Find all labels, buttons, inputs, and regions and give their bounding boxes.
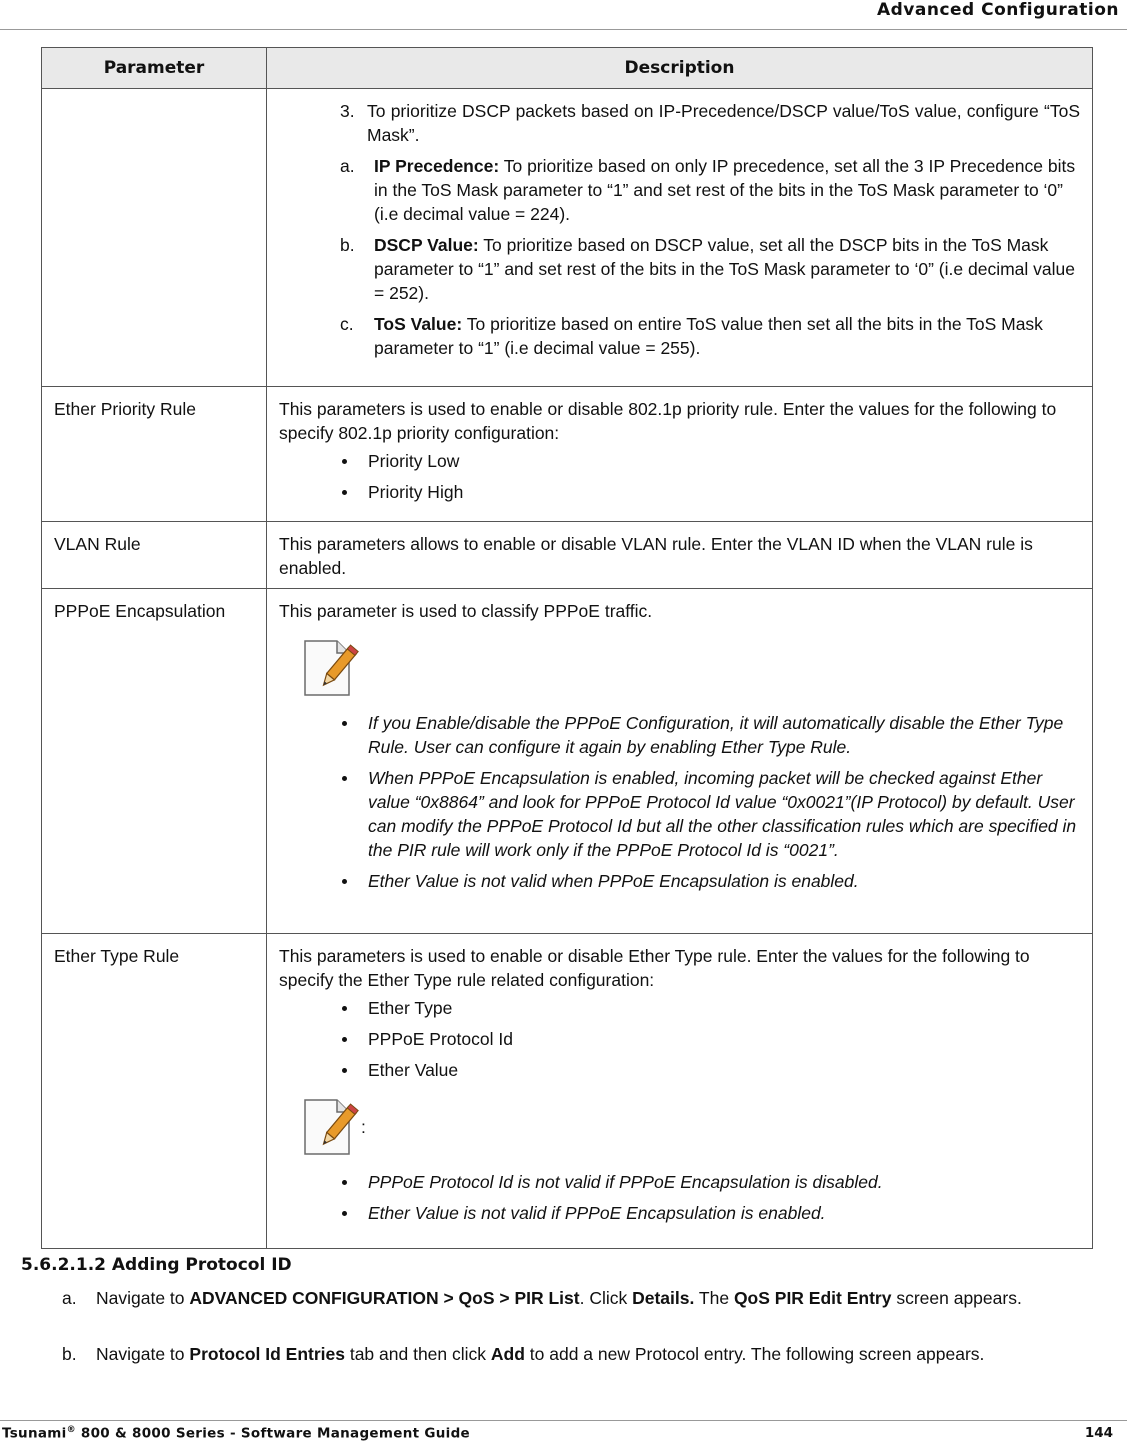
footer-title (2, 1425, 470, 1442)
param-description (267, 387, 1093, 522)
param-desc-text: This parameters is used to enable or disable 802.1p priority rule. Enter the values for the following to specify 802.1p priority configuration: (279, 399, 1057, 443)
param-description: This parameters allows to enable or disable VLAN rule. Enter the VLAN ID when the VLAN rule is enabled. (267, 522, 1093, 589)
table-header-row (42, 48, 1093, 89)
list-item: Priority High (279, 480, 1080, 504)
item-text: To prioritize based on DSCP value, set all the DSCP bits in the ToS Mask parameter to “1” and set rest of the bits in the ToS Mask parameter to ‘0” (i.e decimal value = 252). (374, 235, 1075, 303)
note-list (279, 1170, 1080, 1225)
ui-term: Protocol Id Entries (189, 1344, 345, 1364)
bullet-list (279, 996, 1080, 1082)
table-row (42, 89, 1093, 387)
list-item: When PPPoE Encapsulation is enabled, incoming packet will be checked against Ether value “0x8864” and look for PPPoE Protocol Id value “0x0021”(IP Protocol) by default. User can modify the PPPoE Protocol Id but all the other classification rules which are specified in the PIR rule will work only if the PPPoE Protocol Id is “0021”. (279, 766, 1080, 862)
param-description (267, 89, 1093, 387)
list-item: PPPoE Protocol Id is not valid if PPPoE Encapsulation is disabled. (279, 1170, 1080, 1194)
footer-divider (0, 1420, 1127, 1421)
footer-guide-name: 800 & 8000 Series - Software Management Guide (75, 1425, 471, 1442)
list-item: Ether Value (279, 1058, 1080, 1082)
step-label: a. (62, 1288, 77, 1308)
param-name: PPPoE Encapsulation (42, 589, 267, 934)
note-pencil-icon (299, 637, 1080, 699)
footer-brand: Tsunami (2, 1425, 67, 1442)
menu-path: ADVANCED CONFIGURATION > QoS > PIR List (189, 1288, 580, 1308)
list-item: Ether Value is not valid when PPPoE Encapsulation is enabled. (279, 869, 1080, 893)
list-item (340, 233, 1080, 305)
table-row (42, 522, 1093, 589)
list-item: Priority Low (279, 449, 1080, 473)
param-description (267, 934, 1093, 1249)
item-text: To prioritize based on only IP precedence, set all the 3 IP Precedence bits in the ToS Mask parameter to “1” and set rest of the bits in the ToS Mask parameter to ‘0” (i.e decimal value = 224). (374, 156, 1076, 224)
registered-mark: ® (66, 1425, 76, 1435)
param-name: Ether Priority Rule (42, 387, 267, 522)
text-run: to add a new Protocol entry. The following screen appears. (524, 1344, 985, 1364)
param-name: Ether Type Rule (42, 934, 267, 1249)
parameter-table (41, 47, 1093, 1249)
note-pencil-icon (299, 1096, 1080, 1158)
text-run: Navigate to (96, 1344, 190, 1364)
item-label: c. (340, 314, 354, 334)
item-label: b. (340, 235, 355, 255)
table-row (42, 589, 1093, 934)
step-text (62, 1286, 1097, 1310)
text-run: screen appears. (891, 1288, 1022, 1308)
item-term: IP Precedence: (374, 156, 500, 176)
item-text: To prioritize based on entire ToS value then set all the bits in the ToS Mask parameter to “1” (i.e decimal value = 255). (374, 314, 1043, 358)
list-item: Ether Value is not valid if PPPoE Encapsulation is enabled. (279, 1201, 1080, 1225)
column-header-description: Description (267, 48, 1093, 89)
list-item (340, 312, 1080, 360)
step-text: To prioritize DSCP packets based on IP-Precedence/DSCP value/ToS value, configure “ToS Mask”. (367, 101, 1080, 145)
tos-mask-step (340, 99, 1080, 147)
bullet-list (279, 449, 1080, 504)
list-item (340, 154, 1080, 226)
param-desc-text: This parameters is used to enable or disable Ether Type rule. Enter the values for the following to specify the Ether Type rule related configuration: (279, 946, 1030, 990)
page-header-title: Advanced Configuration (876, 0, 1119, 20)
text-run: tab and then click (344, 1344, 491, 1364)
instruction-step (62, 1342, 1097, 1366)
text-run: Navigate to (96, 1288, 190, 1308)
section-heading: 5.6.2.1.2 Adding Protocol ID (21, 1255, 292, 1275)
page-number: 144 (1084, 1425, 1113, 1441)
item-label: a. (340, 156, 355, 176)
step-label: b. (62, 1344, 77, 1364)
column-header-parameter: Parameter (42, 48, 267, 89)
table-row (42, 387, 1093, 522)
ui-term: QoS PIR Edit Entry (733, 1288, 892, 1308)
text-run: The (694, 1288, 734, 1308)
instruction-step (62, 1286, 1097, 1310)
param-desc-text: This parameter is used to classify PPPoE traffic. (279, 601, 653, 621)
step-number: 3. (340, 101, 355, 121)
text-run: . Click (579, 1288, 633, 1308)
param-name-empty (42, 89, 267, 387)
param-description (267, 589, 1093, 934)
icon-suffix: : (361, 1117, 366, 1137)
item-term: DSCP Value: (374, 235, 479, 255)
list-item: Ether Type (279, 996, 1080, 1020)
note-list (279, 711, 1080, 893)
ui-term: Details. (632, 1288, 695, 1308)
ui-term: Add (490, 1344, 525, 1364)
header-divider (0, 29, 1127, 30)
param-name: VLAN Rule (42, 522, 267, 589)
step-text (62, 1342, 1097, 1366)
item-term: ToS Value: (374, 314, 463, 334)
list-item: If you Enable/disable the PPPoE Configuration, it will automatically disable the Ether Type Rule. User can configure it again by enabling Ether Type Rule. (279, 711, 1080, 759)
list-item: PPPoE Protocol Id (279, 1027, 1080, 1051)
table-row (42, 934, 1093, 1249)
